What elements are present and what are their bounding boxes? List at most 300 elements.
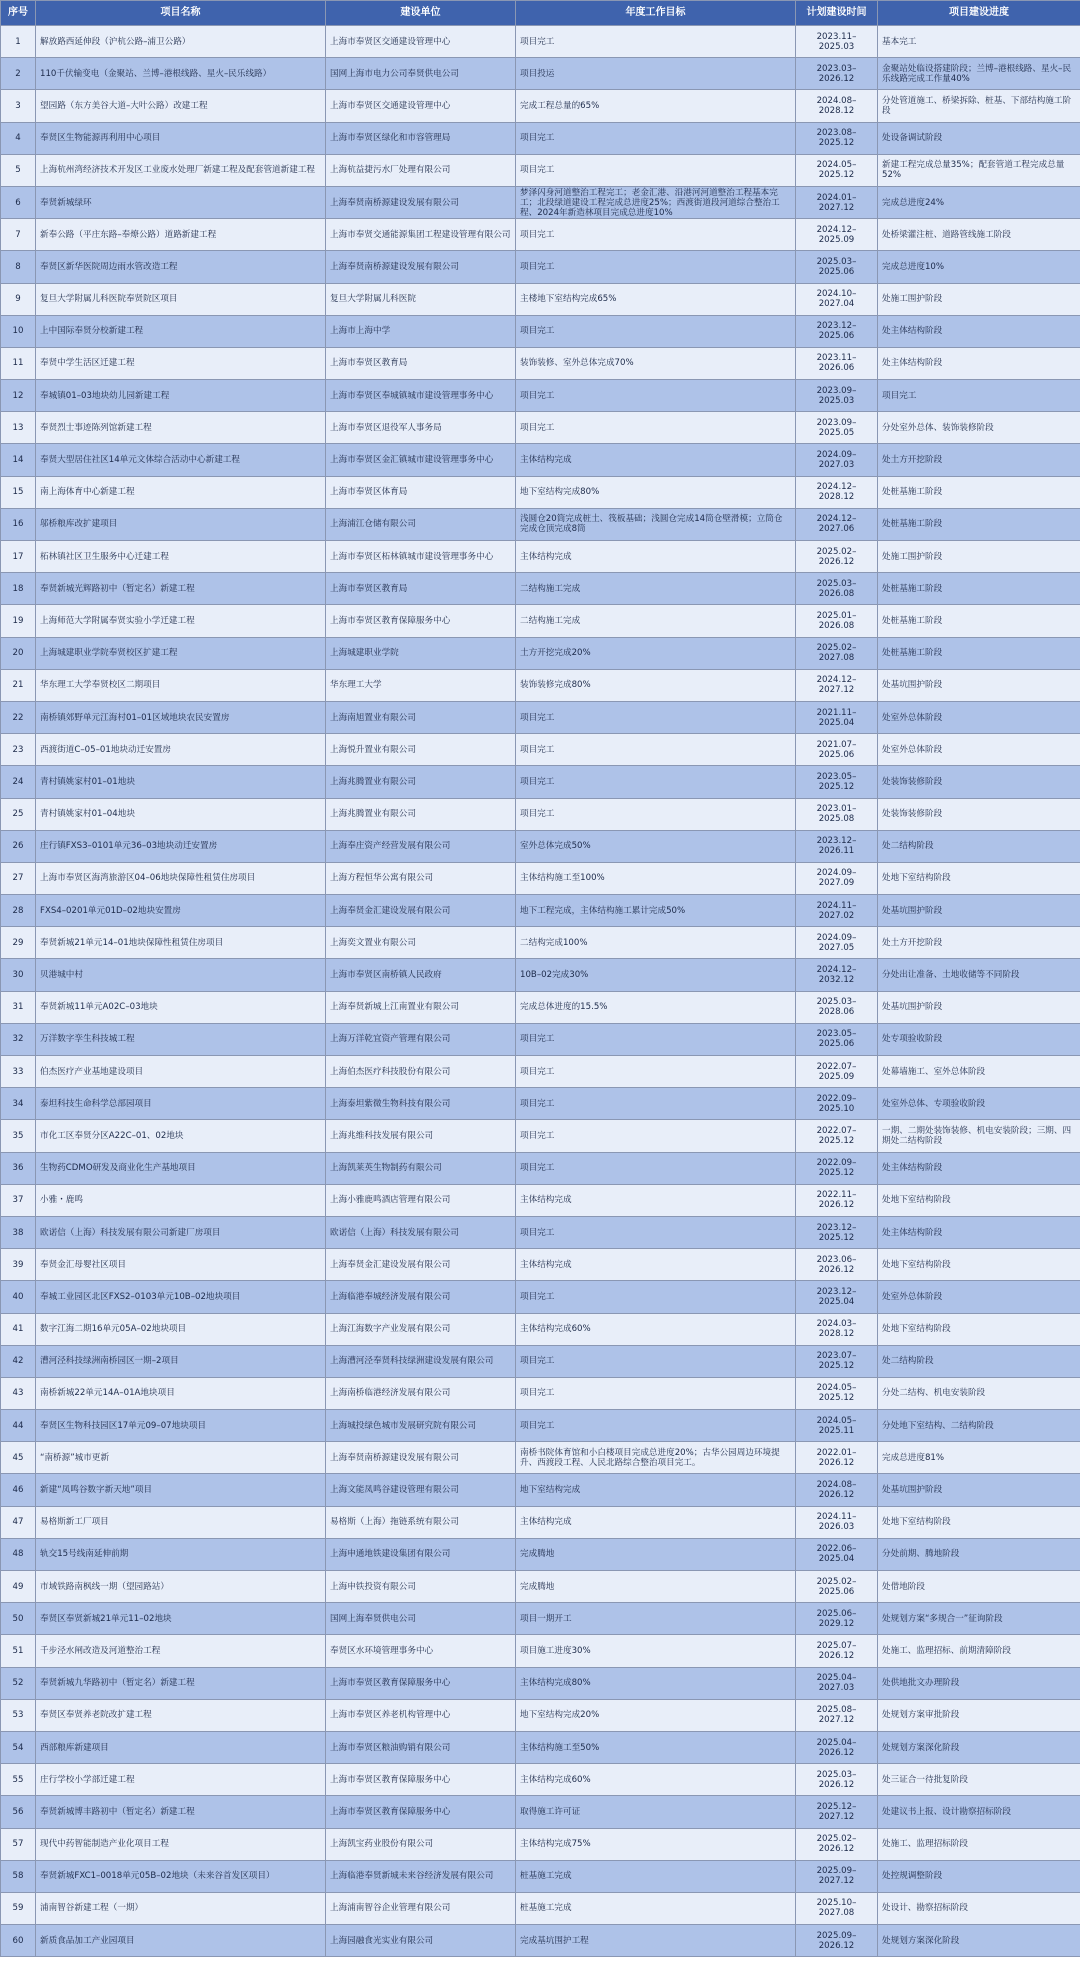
cell-no: 59 xyxy=(1,1892,36,1924)
table-row xyxy=(1,1796,1080,1828)
cell-plan-time: 2025.02–2026.12 xyxy=(796,541,878,573)
cell-builder: 国网上海市电力公司奉贤供电公司 xyxy=(326,58,516,90)
cell-plan-time: 2025.08–2027.12 xyxy=(796,1699,878,1731)
cell-no: 34 xyxy=(1,1088,36,1120)
cell-annual-goal: 项目施工进度30% xyxy=(516,1635,796,1667)
cell-builder: 欧诺信（上海）科技发展有限公司 xyxy=(326,1216,516,1248)
table-row xyxy=(1,1120,1080,1152)
cell-progress: 处主体结构阶段 xyxy=(878,347,1080,379)
cell-no: 2 xyxy=(1,58,36,90)
cell-builder: 上海泰坦紫微生物科技有限公司 xyxy=(326,1088,516,1120)
cell-progress: 处基坑围护阶段 xyxy=(878,895,1080,927)
cell-project-name: 南桥镇郊野单元江海村01–01区域地块农民安置房 xyxy=(36,701,326,733)
cell-annual-goal: 南桥书院体育馆和小白楼项目完成总进度20%；古华公园周边环境提升、西渡段工程、人民北路综合整治项目完工。 xyxy=(516,1442,796,1474)
cell-builder: 上海兆维科技发展有限公司 xyxy=(326,1120,516,1152)
cell-progress: 处地下室结构阶段 xyxy=(878,862,1080,894)
cell-annual-goal: 二结构施工完成 xyxy=(516,605,796,637)
cell-no: 53 xyxy=(1,1699,36,1731)
cell-annual-goal: 主体结构完成 xyxy=(516,1506,796,1538)
cell-plan-time: 2024.09–2027.09 xyxy=(796,862,878,894)
cell-no: 31 xyxy=(1,991,36,1023)
cell-builder: 上海浦南智谷企业管理有限公司 xyxy=(326,1892,516,1924)
cell-project-name: 浦南智谷新建工程（一期） xyxy=(36,1892,326,1924)
cell-no: 16 xyxy=(1,508,36,540)
cell-project-name: 奉贤新城21单元14–01地块保障性租赁住房项目 xyxy=(36,927,326,959)
cell-builder: 上海凯莱英生物制药有限公司 xyxy=(326,1152,516,1184)
cell-annual-goal: 完成基坑围护工程 xyxy=(516,1925,796,1957)
cell-builder: 上海市奉贤区教育局 xyxy=(326,573,516,605)
table-row xyxy=(1,991,1080,1023)
cell-no: 21 xyxy=(1,669,36,701)
cell-annual-goal: 取得施工许可证 xyxy=(516,1796,796,1828)
cell-progress: 处施工围护阶段 xyxy=(878,283,1080,315)
table-row xyxy=(1,90,1080,122)
cell-project-name: 解放路西延伸段（沪杭公路–浦卫公路） xyxy=(36,26,326,58)
cell-builder: 上海市奉贤区养老机构管理中心 xyxy=(326,1699,516,1731)
cell-progress: 处设备调试阶段 xyxy=(878,122,1080,154)
cell-progress: 处规划方案深化阶段 xyxy=(878,1731,1080,1763)
table-row xyxy=(1,1410,1080,1442)
cell-project-name: 千步泾水闸改造及河道整治工程 xyxy=(36,1635,326,1667)
table-row xyxy=(1,573,1080,605)
cell-progress: 基本完工 xyxy=(878,26,1080,58)
cell-builder: 上海市奉贤区教育保障服务中心 xyxy=(326,1796,516,1828)
cell-no: 43 xyxy=(1,1377,36,1409)
table-row xyxy=(1,283,1080,315)
table-row xyxy=(1,1603,1080,1635)
cell-builder: 上海奉贤南桥源建设发展有限公司 xyxy=(326,251,516,283)
cell-project-name: 漕河泾科技绿洲南桥园区一期–2项目 xyxy=(36,1345,326,1377)
cell-builder: 上海城投绿色城市发展研究院有限公司 xyxy=(326,1410,516,1442)
table-row xyxy=(1,1506,1080,1538)
cell-plan-time: 2025.02–2027.08 xyxy=(796,637,878,669)
table-row xyxy=(1,315,1080,347)
cell-project-name: 数字江海二期16单元05A–02地块项目 xyxy=(36,1313,326,1345)
header-plan-time: 计划建设时间 xyxy=(796,1,878,26)
table-row xyxy=(1,959,1080,991)
cell-plan-time: 2022.06–2025.04 xyxy=(796,1538,878,1570)
cell-builder: 上海凯宝药业股份有限公司 xyxy=(326,1828,516,1860)
table-row xyxy=(1,766,1080,798)
cell-no: 58 xyxy=(1,1860,36,1892)
cell-annual-goal: 主体结构完成60% xyxy=(516,1764,796,1796)
cell-project-name: 奉贤区奉贤新城21单元11–02地块 xyxy=(36,1603,326,1635)
cell-builder: 上海悦升置业有限公司 xyxy=(326,734,516,766)
table-row xyxy=(1,701,1080,733)
cell-project-name: 小雅・鹿鸣 xyxy=(36,1184,326,1216)
cell-no: 55 xyxy=(1,1764,36,1796)
cell-no: 36 xyxy=(1,1152,36,1184)
cell-builder: 上海奉贤南桥源建设发展有限公司 xyxy=(326,1442,516,1474)
cell-plan-time: 2023.07–2025.12 xyxy=(796,1345,878,1377)
cell-project-name: 上海杭州湾经济技术开发区工业废水处理厂新建工程及配套管道新建工程 xyxy=(36,154,326,186)
cell-builder: 上海文能凤鸣谷建设管理有限公司 xyxy=(326,1474,516,1506)
cell-project-name: 奉贤新城11单元A02C–03地块 xyxy=(36,991,326,1023)
cell-builder: 上海市奉贤交通能源集团工程建设管理有限公司 xyxy=(326,219,516,251)
cell-plan-time: 2025.09–2026.12 xyxy=(796,1925,878,1957)
cell-plan-time: 2024.09–2027.03 xyxy=(796,444,878,476)
cell-project-name: 奉贤区生物科技园区17单元09–07地块项目 xyxy=(36,1410,326,1442)
cell-progress: 处二结构阶段 xyxy=(878,830,1080,862)
cell-project-name: 新建“凤鸣谷数字新天地”项目 xyxy=(36,1474,326,1506)
table-row xyxy=(1,1892,1080,1924)
cell-plan-time: 2024.09–2027.05 xyxy=(796,927,878,959)
cell-builder: 上海江海数字产业发展有限公司 xyxy=(326,1313,516,1345)
table-row xyxy=(1,154,1080,186)
cell-plan-time: 2025.03–2026.08 xyxy=(796,573,878,605)
cell-no: 38 xyxy=(1,1216,36,1248)
cell-progress: 处地下室结构阶段 xyxy=(878,1313,1080,1345)
cell-project-name: 华东理工大学奉贤校区二期项目 xyxy=(36,669,326,701)
cell-builder: 上海市奉贤区体育局 xyxy=(326,476,516,508)
table-row xyxy=(1,508,1080,540)
cell-plan-time: 2025.03–2028.06 xyxy=(796,991,878,1023)
cell-project-name: 万洋数字孪生科技城工程 xyxy=(36,1023,326,1055)
cell-builder: 上海奉贤金汇建设发展有限公司 xyxy=(326,1249,516,1281)
cell-builder: 上海奉贤南桥源建设发展有限公司 xyxy=(326,186,516,218)
cell-project-name: 市域铁路南枫线一期（望园路站） xyxy=(36,1571,326,1603)
cell-no: 27 xyxy=(1,862,36,894)
cell-builder: 上海兆腾置业有限公司 xyxy=(326,798,516,830)
cell-no: 19 xyxy=(1,605,36,637)
cell-no: 22 xyxy=(1,701,36,733)
table-row xyxy=(1,1731,1080,1763)
cell-annual-goal: 浅圆仓20筒完成桩土、筏板基础；浅圆仓完成14筒仓壁滑模；立筒仓完成仓顶完成8筒 xyxy=(516,508,796,540)
cell-builder: 上海南桥临港经济发展有限公司 xyxy=(326,1377,516,1409)
cell-project-name: 奉城工业园区北区FXS2–0103单元10B–02地块项目 xyxy=(36,1281,326,1313)
cell-annual-goal: 地下室结构完成20% xyxy=(516,1699,796,1731)
cell-no: 32 xyxy=(1,1023,36,1055)
cell-builder: 上海市奉贤区金汇镇城市建设管理事务中心 xyxy=(326,444,516,476)
table-row xyxy=(1,1699,1080,1731)
table-row xyxy=(1,1538,1080,1570)
table-row xyxy=(1,219,1080,251)
cell-plan-time: 2023.09–2025.05 xyxy=(796,412,878,444)
cell-plan-time: 2022.07–2025.12 xyxy=(796,1120,878,1152)
cell-progress: 处桥梁灌注桩、道路管线施工阶段 xyxy=(878,219,1080,251)
cell-annual-goal: 项目完工 xyxy=(516,315,796,347)
cell-plan-time: 2025.02–2025.06 xyxy=(796,1571,878,1603)
cell-no: 13 xyxy=(1,412,36,444)
cell-progress: 处二结构阶段 xyxy=(878,1345,1080,1377)
cell-plan-time: 2025.06–2029.12 xyxy=(796,1603,878,1635)
cell-annual-goal: 项目完工 xyxy=(516,154,796,186)
cell-progress: 处桩基施工阶段 xyxy=(878,573,1080,605)
cell-progress: 处地下室结构阶段 xyxy=(878,1184,1080,1216)
cell-builder: 上海万洋乾宜资产管理有限公司 xyxy=(326,1023,516,1055)
cell-annual-goal: 主体结构完成60% xyxy=(516,1313,796,1345)
cell-builder: 上海市奉贤区教育保障服务中心 xyxy=(326,605,516,637)
cell-progress: 处桩基施工阶段 xyxy=(878,476,1080,508)
cell-annual-goal: 室外总体完成50% xyxy=(516,830,796,862)
cell-annual-goal: 主体结构施工至100% xyxy=(516,862,796,894)
cell-annual-goal: 完成总体进度的15.5% xyxy=(516,991,796,1023)
cell-plan-time: 2023.03–2026.12 xyxy=(796,58,878,90)
cell-no: 18 xyxy=(1,573,36,605)
table-row xyxy=(1,1635,1080,1667)
table-row xyxy=(1,1216,1080,1248)
table-row xyxy=(1,734,1080,766)
cell-no: 17 xyxy=(1,541,36,573)
cell-annual-goal: 项目一期开工 xyxy=(516,1603,796,1635)
cell-no: 14 xyxy=(1,444,36,476)
cell-annual-goal: 地下室结构完成 xyxy=(516,1474,796,1506)
cell-builder: 上海市奉贤区奉城镇城市建设管理事务中心 xyxy=(326,380,516,412)
cell-project-name: 西部粮库新建项目 xyxy=(36,1731,326,1763)
cell-plan-time: 2025.03–2026.12 xyxy=(796,1764,878,1796)
cell-plan-time: 2024.03–2028.12 xyxy=(796,1313,878,1345)
cell-progress: 处基坑围护阶段 xyxy=(878,1474,1080,1506)
table-row xyxy=(1,1249,1080,1281)
table-row xyxy=(1,1925,1080,1957)
cell-project-name: “南桥源”城市更新 xyxy=(36,1442,326,1474)
cell-plan-time: 2025.12–2027.12 xyxy=(796,1796,878,1828)
cell-no: 25 xyxy=(1,798,36,830)
cell-project-name: 望园路（东方美谷大道–大叶公路）改建工程 xyxy=(36,90,326,122)
cell-annual-goal: 主体结构完成 xyxy=(516,1184,796,1216)
cell-project-name: 奉贤新城FXC1–0018单元05B–02地块（未来谷首发区项目） xyxy=(36,1860,326,1892)
cell-progress: 处主体结构阶段 xyxy=(878,1152,1080,1184)
header-annual-goal: 年度工作目标 xyxy=(516,1,796,26)
cell-annual-goal: 主体结构完成 xyxy=(516,444,796,476)
cell-project-name: 青村镇姚家村01–04地块 xyxy=(36,798,326,830)
cell-project-name: 南上海体育中心新建工程 xyxy=(36,476,326,508)
cell-no: 51 xyxy=(1,1635,36,1667)
cell-progress: 处主体结构阶段 xyxy=(878,1216,1080,1248)
cell-project-name: 邬桥粮库改扩建项目 xyxy=(36,508,326,540)
cell-plan-time: 2024.11–2026.03 xyxy=(796,1506,878,1538)
cell-progress: 一期、二期处装饰装修、机电安装阶段；三期、四期处二结构阶段 xyxy=(878,1120,1080,1152)
cell-annual-goal: 完成工程总量的65% xyxy=(516,90,796,122)
cell-plan-time: 2024.05–2025.12 xyxy=(796,1377,878,1409)
cell-builder: 上海园融食光实业有限公司 xyxy=(326,1925,516,1957)
cell-annual-goal: 桩基施工完成 xyxy=(516,1860,796,1892)
cell-progress: 新建工程完成总量35%；配套管道工程完成总量52% xyxy=(878,154,1080,186)
cell-annual-goal: 主体结构完成75% xyxy=(516,1828,796,1860)
cell-no: 1 xyxy=(1,26,36,58)
cell-progress: 处室外总体阶段 xyxy=(878,1281,1080,1313)
cell-builder: 易格斯（上海）拖链系统有限公司 xyxy=(326,1506,516,1538)
cell-progress: 处桩基施工阶段 xyxy=(878,605,1080,637)
cell-project-name: 奉贤区生物能源再利用中心项目 xyxy=(36,122,326,154)
cell-progress: 处施工围护阶段 xyxy=(878,541,1080,573)
cell-plan-time: 2022.11–2026.12 xyxy=(796,1184,878,1216)
cell-plan-time: 2023.08–2025.12 xyxy=(796,122,878,154)
cell-annual-goal: 项目完工 xyxy=(516,251,796,283)
cell-plan-time: 2023.11–2025.03 xyxy=(796,26,878,58)
cell-no: 45 xyxy=(1,1442,36,1474)
cell-builder: 上海方程恒华公寓有限公司 xyxy=(326,862,516,894)
cell-annual-goal: 二结构完成100% xyxy=(516,927,796,959)
cell-annual-goal: 主体结构完成 xyxy=(516,541,796,573)
cell-progress: 完成总进度24% xyxy=(878,186,1080,218)
cell-progress: 处桩基施工阶段 xyxy=(878,637,1080,669)
cell-project-name: 复旦大学附属儿科医院奉贤院区项目 xyxy=(36,283,326,315)
table-row xyxy=(1,637,1080,669)
cell-builder: 上海市上海中学 xyxy=(326,315,516,347)
cell-plan-time: 2022.09–2025.12 xyxy=(796,1152,878,1184)
cell-progress: 分处管道施工、桥梁拆除、桩基、下部结构施工阶段 xyxy=(878,90,1080,122)
cell-builder: 上海临港奉贤新城未来谷经济发展有限公司 xyxy=(326,1860,516,1892)
cell-no: 39 xyxy=(1,1249,36,1281)
cell-no: 60 xyxy=(1,1925,36,1957)
cell-no: 57 xyxy=(1,1828,36,1860)
cell-plan-time: 2024.12–2027.12 xyxy=(796,669,878,701)
cell-annual-goal: 项目完工 xyxy=(516,219,796,251)
cell-plan-time: 2023.09–2025.03 xyxy=(796,380,878,412)
cell-project-name: 奉贤新城光辉路初中（暂定名）新建工程 xyxy=(36,573,326,605)
table-row xyxy=(1,58,1080,90)
cell-no: 30 xyxy=(1,959,36,991)
cell-annual-goal: 项目完工 xyxy=(516,1345,796,1377)
table-row xyxy=(1,1860,1080,1892)
cell-no: 15 xyxy=(1,476,36,508)
cell-progress: 处室外总体、专项验收阶段 xyxy=(878,1088,1080,1120)
table-row xyxy=(1,605,1080,637)
cell-builder: 上海市奉贤区绿化和市容管理局 xyxy=(326,122,516,154)
cell-progress: 分处二结构、机电安装阶段 xyxy=(878,1377,1080,1409)
cell-project-name: 奉贤金汇母婴社区项目 xyxy=(36,1249,326,1281)
cell-no: 35 xyxy=(1,1120,36,1152)
cell-annual-goal: 地下工程完成，主体结构施工累计完成50% xyxy=(516,895,796,927)
cell-project-name: 柘林镇社区卫生服务中心迁建工程 xyxy=(36,541,326,573)
cell-plan-time: 2024.11–2027.02 xyxy=(796,895,878,927)
cell-no: 4 xyxy=(1,122,36,154)
cell-annual-goal: 项目完工 xyxy=(516,701,796,733)
table-row xyxy=(1,380,1080,412)
cell-plan-time: 2025.04–2027.03 xyxy=(796,1667,878,1699)
cell-progress: 处规划方案“多规合一”征询阶段 xyxy=(878,1603,1080,1635)
cell-project-name: 欧诺信（上海）科技发展有限公司新建厂房项目 xyxy=(36,1216,326,1248)
cell-annual-goal: 项目完工 xyxy=(516,1377,796,1409)
header-project-name: 项目名称 xyxy=(36,1,326,26)
cell-plan-time: 2023.01–2025.08 xyxy=(796,798,878,830)
table-row xyxy=(1,1764,1080,1796)
cell-no: 5 xyxy=(1,154,36,186)
cell-project-name: 易格斯新工厂项目 xyxy=(36,1506,326,1538)
cell-no: 41 xyxy=(1,1313,36,1345)
cell-project-name: 南桥新城22单元14A–01A地块项目 xyxy=(36,1377,326,1409)
cell-progress: 处基坑围护阶段 xyxy=(878,991,1080,1023)
cell-no: 50 xyxy=(1,1603,36,1635)
cell-project-name: 西渡街道C–05–01地块动迁安置房 xyxy=(36,734,326,766)
cell-annual-goal: 主体结构施工至50% xyxy=(516,1731,796,1763)
cell-builder: 上海市奉贤区退役军人事务局 xyxy=(326,412,516,444)
header-builder: 建设单位 xyxy=(326,1,516,26)
cell-no: 12 xyxy=(1,380,36,412)
cell-annual-goal: 项目完工 xyxy=(516,1281,796,1313)
cell-builder: 上海奉贤金汇建设发展有限公司 xyxy=(326,895,516,927)
cell-progress: 处设计、勘察招标阶段 xyxy=(878,1892,1080,1924)
cell-progress: 处施工、监理招标阶段 xyxy=(878,1828,1080,1860)
cell-annual-goal: 10B–02完成30% xyxy=(516,959,796,991)
cell-plan-time: 2025.01–2026.08 xyxy=(796,605,878,637)
cell-annual-goal: 梦泽闪身河道整治工程完工；老金汇港、沿港河河道整治工程基本完工；北段绿道建设工程完成总进度25%；西渡街道段河道综合整治工程、2024年新造林项目完成总进度10% xyxy=(516,186,796,218)
cell-no: 52 xyxy=(1,1667,36,1699)
cell-progress: 处借地阶段 xyxy=(878,1571,1080,1603)
cell-progress: 处三证合一待批复阶段 xyxy=(878,1764,1080,1796)
cell-project-name: 上海师范大学附属奉贤实验小学迁建工程 xyxy=(36,605,326,637)
cell-annual-goal: 项目完工 xyxy=(516,26,796,58)
cell-project-name: 奉贤新城博丰路初中（暂定名）新建工程 xyxy=(36,1796,326,1828)
cell-builder: 华东理工大学 xyxy=(326,669,516,701)
cell-project-name: 奉贤中学生活区迁建工程 xyxy=(36,347,326,379)
cell-no: 44 xyxy=(1,1410,36,1442)
cell-project-name: 110千伏输变电（金聚站、兰博–港根线路、星火–民乐线路） xyxy=(36,58,326,90)
cell-progress: 处土方开挖阶段 xyxy=(878,444,1080,476)
cell-project-name: 伯杰医疗产业基地建设项目 xyxy=(36,1056,326,1088)
cell-annual-goal: 项目完工 xyxy=(516,1056,796,1088)
cell-annual-goal: 装饰装修、室外总体完成70% xyxy=(516,347,796,379)
cell-plan-time: 2023.12–2025.04 xyxy=(796,1281,878,1313)
cell-annual-goal: 项目完工 xyxy=(516,122,796,154)
cell-plan-time: 2024.12–2032.12 xyxy=(796,959,878,991)
cell-builder: 上海南旭置业有限公司 xyxy=(326,701,516,733)
cell-plan-time: 2025.10–2027.08 xyxy=(796,1892,878,1924)
cell-no: 11 xyxy=(1,347,36,379)
cell-project-name: 上海城建职业学院奉贤校区扩建工程 xyxy=(36,637,326,669)
table-row xyxy=(1,1442,1080,1474)
cell-project-name: 奉贤区新华医院周边雨水管改造工程 xyxy=(36,251,326,283)
table-row xyxy=(1,122,1080,154)
cell-annual-goal: 完成腾地 xyxy=(516,1538,796,1570)
cell-builder: 上海申铁投资有限公司 xyxy=(326,1571,516,1603)
table-row xyxy=(1,1377,1080,1409)
cell-builder: 上海奉贤新城上江南置业有限公司 xyxy=(326,991,516,1023)
table-row xyxy=(1,251,1080,283)
cell-builder: 上海市奉贤区教育局 xyxy=(326,347,516,379)
cell-plan-time: 2022.07–2025.09 xyxy=(796,1056,878,1088)
cell-builder: 复旦大学附属儿科医院 xyxy=(326,283,516,315)
table-row xyxy=(1,347,1080,379)
cell-progress: 处装饰装修阶段 xyxy=(878,798,1080,830)
table-row xyxy=(1,412,1080,444)
cell-project-name: 上中国际奉贤分校新建工程 xyxy=(36,315,326,347)
table-row xyxy=(1,1056,1080,1088)
cell-progress: 处地下室结构阶段 xyxy=(878,1506,1080,1538)
cell-no: 29 xyxy=(1,927,36,959)
table-row xyxy=(1,1571,1080,1603)
cell-no: 23 xyxy=(1,734,36,766)
header-progress: 项目建设进度 xyxy=(878,1,1080,26)
cell-progress: 处地下室结构阶段 xyxy=(878,1249,1080,1281)
cell-annual-goal: 地下室结构完成80% xyxy=(516,476,796,508)
cell-plan-time: 2024.05–2025.11 xyxy=(796,1410,878,1442)
cell-plan-time: 2023.05–2025.06 xyxy=(796,1023,878,1055)
cell-plan-time: 2024.10–2027.04 xyxy=(796,283,878,315)
cell-builder: 上海临港奉城经济发展有限公司 xyxy=(326,1281,516,1313)
cell-annual-goal: 项目完工 xyxy=(516,798,796,830)
cell-project-name: 奉贤新城绿环 xyxy=(36,186,326,218)
cell-project-name: 奉城镇01–03地块幼儿园新建工程 xyxy=(36,380,326,412)
cell-plan-time: 2024.08–2028.12 xyxy=(796,90,878,122)
cell-annual-goal: 完成腾地 xyxy=(516,1571,796,1603)
cell-plan-time: 2024.01–2027.12 xyxy=(796,186,878,218)
cell-progress: 处专项验收阶段 xyxy=(878,1023,1080,1055)
cell-project-name: 轨交15号线南延伸前期 xyxy=(36,1538,326,1570)
cell-project-name: 现代中药智能制造产业化项目工程 xyxy=(36,1828,326,1860)
table-row xyxy=(1,444,1080,476)
cell-project-name: 上海市奉贤区海湾旅游区04–06地块保障性租赁住房项目 xyxy=(36,862,326,894)
cell-progress: 项目完工 xyxy=(878,380,1080,412)
cell-progress: 分处出让准备、土地收储等不同阶段 xyxy=(878,959,1080,991)
table-row xyxy=(1,1281,1080,1313)
cell-plan-time: 2024.12–2025.09 xyxy=(796,219,878,251)
table-row xyxy=(1,669,1080,701)
cell-annual-goal: 项目完工 xyxy=(516,1120,796,1152)
cell-project-name: 奉贤大型居住社区14单元文体综合活动中心新建工程 xyxy=(36,444,326,476)
cell-plan-time: 2025.03–2025.06 xyxy=(796,251,878,283)
